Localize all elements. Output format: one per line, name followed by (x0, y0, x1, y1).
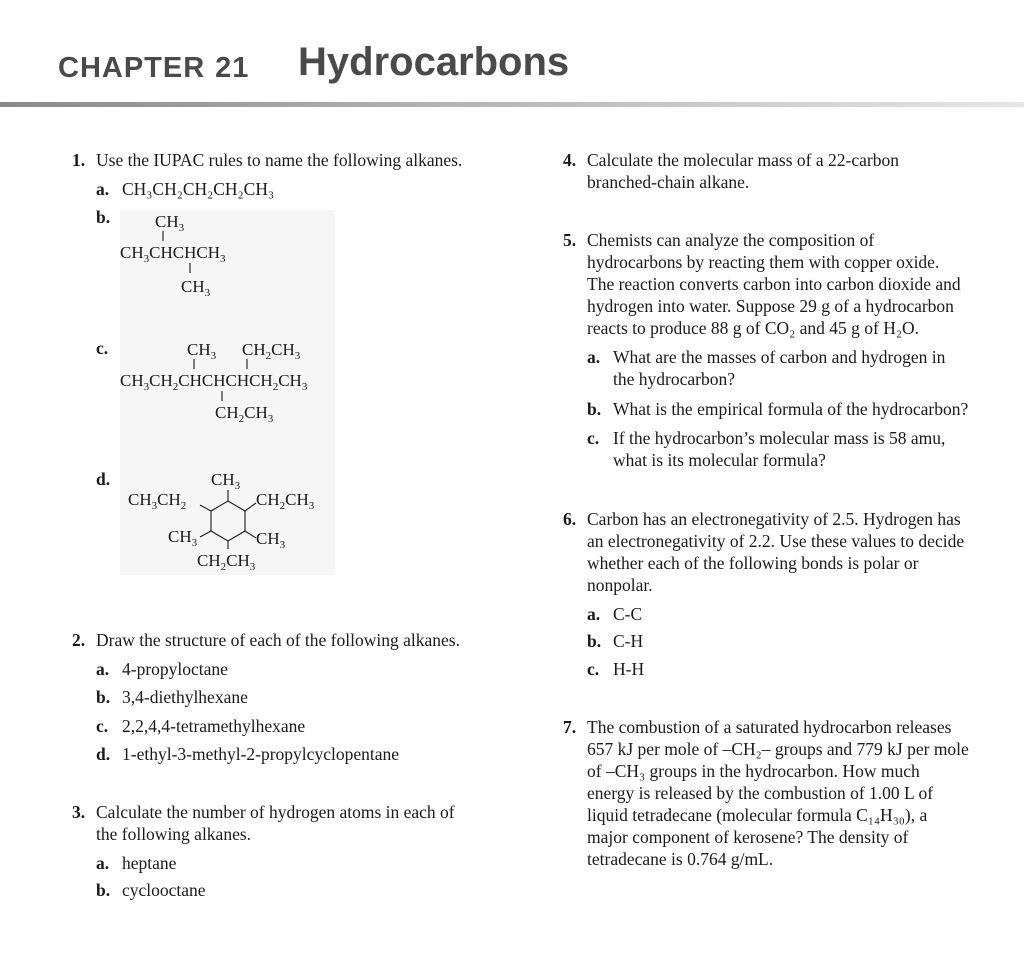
struct-d-left: $CH_3CH_2$ (128, 490, 187, 512)
struct-c-bottom: $CH_2CH_3$ (215, 403, 274, 425)
q6-item-c: c. H-H (587, 659, 645, 679)
struct-c-top-right: $CH_2CH_3$ (242, 340, 301, 362)
struct-b-top: $CH_3$ (155, 212, 185, 234)
cyclohexane-ring-icon (211, 501, 245, 541)
structure-b (120, 212, 226, 299)
question-number: 2. (72, 630, 86, 650)
q3-item-b: b. cyclooctane (96, 880, 206, 900)
question-number: 6. (563, 509, 577, 529)
q3-item-a: a. heptane (96, 853, 177, 873)
chapter-title: Hydrocarbons (298, 40, 570, 84)
q5-item-b: b. What is the empirical formula of the hydrocarbon? (587, 399, 969, 419)
question-text: Draw the structure of each of the following alkanes. (96, 630, 460, 650)
question-2 (72, 629, 522, 651)
item-label: a. (96, 179, 110, 199)
struct-d-lower-left: $CH_3$ (168, 527, 198, 549)
struct-b-main: $CH_3CHCHCH_3$ (120, 243, 226, 265)
q2-item-c: c. 2,2,4,4-tetramethylhexane (96, 716, 306, 736)
item-formula: CH₃CH₂CH₂CH₂CH₃ (122, 179, 275, 199)
question-6: 6. Carbon has an electronegativity of 2.5. Hydrogen has an electronegativity of 2.2. Use these values to decide whether each of the following bonds is polar or nonpolar. (563, 509, 965, 595)
struct-d-lower-right: $CH_3$ (256, 529, 286, 551)
question-3 (72, 801, 522, 845)
q2-item-b: b. 3,4-diethylhexane (96, 687, 248, 707)
struct-d-top: $CH_3$ (211, 470, 241, 492)
structure-d (128, 470, 315, 573)
question-number: 4. (563, 150, 577, 170)
question-number: 7. (563, 717, 577, 737)
question-number: 5. (563, 230, 577, 250)
q6-item-a: a. C-C (587, 604, 643, 624)
chapter-number: 21 (215, 52, 250, 84)
question-text-line-1: Calculate the number of hydrogen atoms in each of (96, 802, 455, 822)
question-text: Use the IUPAC rules to name the following alkanes. (96, 150, 463, 170)
question-text-line-2: branched-chain alkane. (587, 172, 750, 192)
q2-item-d: d. 1-ethyl-3-methyl-2-propylcyclopentane (96, 744, 399, 764)
question-4 (563, 149, 1018, 193)
question-5: 5. Chemists can analyze the composition of hydrocarbons by reacting them with copper oxide. The reaction converts carbon into carbon dioxide and hydrogen into water. Suppose 29 g of a hydrocarbon reacts to produce 88 g of CO₂ and 45 g of H₂O. (563, 230, 961, 338)
q5-item-a: a. What are the masses of carbon and hydrogen in the hydrocarbon? (587, 347, 946, 389)
struct-c-top-left: $CH_3$ (187, 340, 217, 362)
struct-d-right: $CH_2CH_3$ (256, 490, 315, 512)
q2-item-a: a. 4-propyloctane (96, 659, 228, 679)
struct-d-bottom: $CH_2CH_3$ (197, 551, 256, 573)
q5-item-c: c. If the hydrocarbon’s molecular mass is 58 amu, what is its molecular formula? (587, 428, 946, 470)
question-text-line-1: Calculate the molecular mass of a 22-carbon (587, 150, 899, 170)
struct-c-main: $CH_3CH_2CHCHCHCH_2CH_3$ (120, 371, 308, 393)
structure-c (120, 340, 308, 425)
question-number: 1. (72, 150, 86, 170)
question-7: 7. The combustion of a saturated hydrocarbon releases 657 kJ per mole of –CH₂– groups and 779 kJ per mole of –CH₃ groups in the hydrocarbon. How much energy is released by the combustion of 1.00 L of liquid tetradecane (molecular formula C₁₄H₃₀), a major component of kerosene? The density of tetradecane is 0.764 g/mL. (563, 717, 969, 869)
question-text-line-2: the following alkanes. (96, 824, 252, 844)
question-number: 3. (72, 802, 86, 822)
struct-b-bottom: $CH_3$ (181, 277, 211, 299)
chapter-word: CHAPTER (58, 52, 206, 84)
q6-item-b: b. C-H (587, 631, 644, 651)
